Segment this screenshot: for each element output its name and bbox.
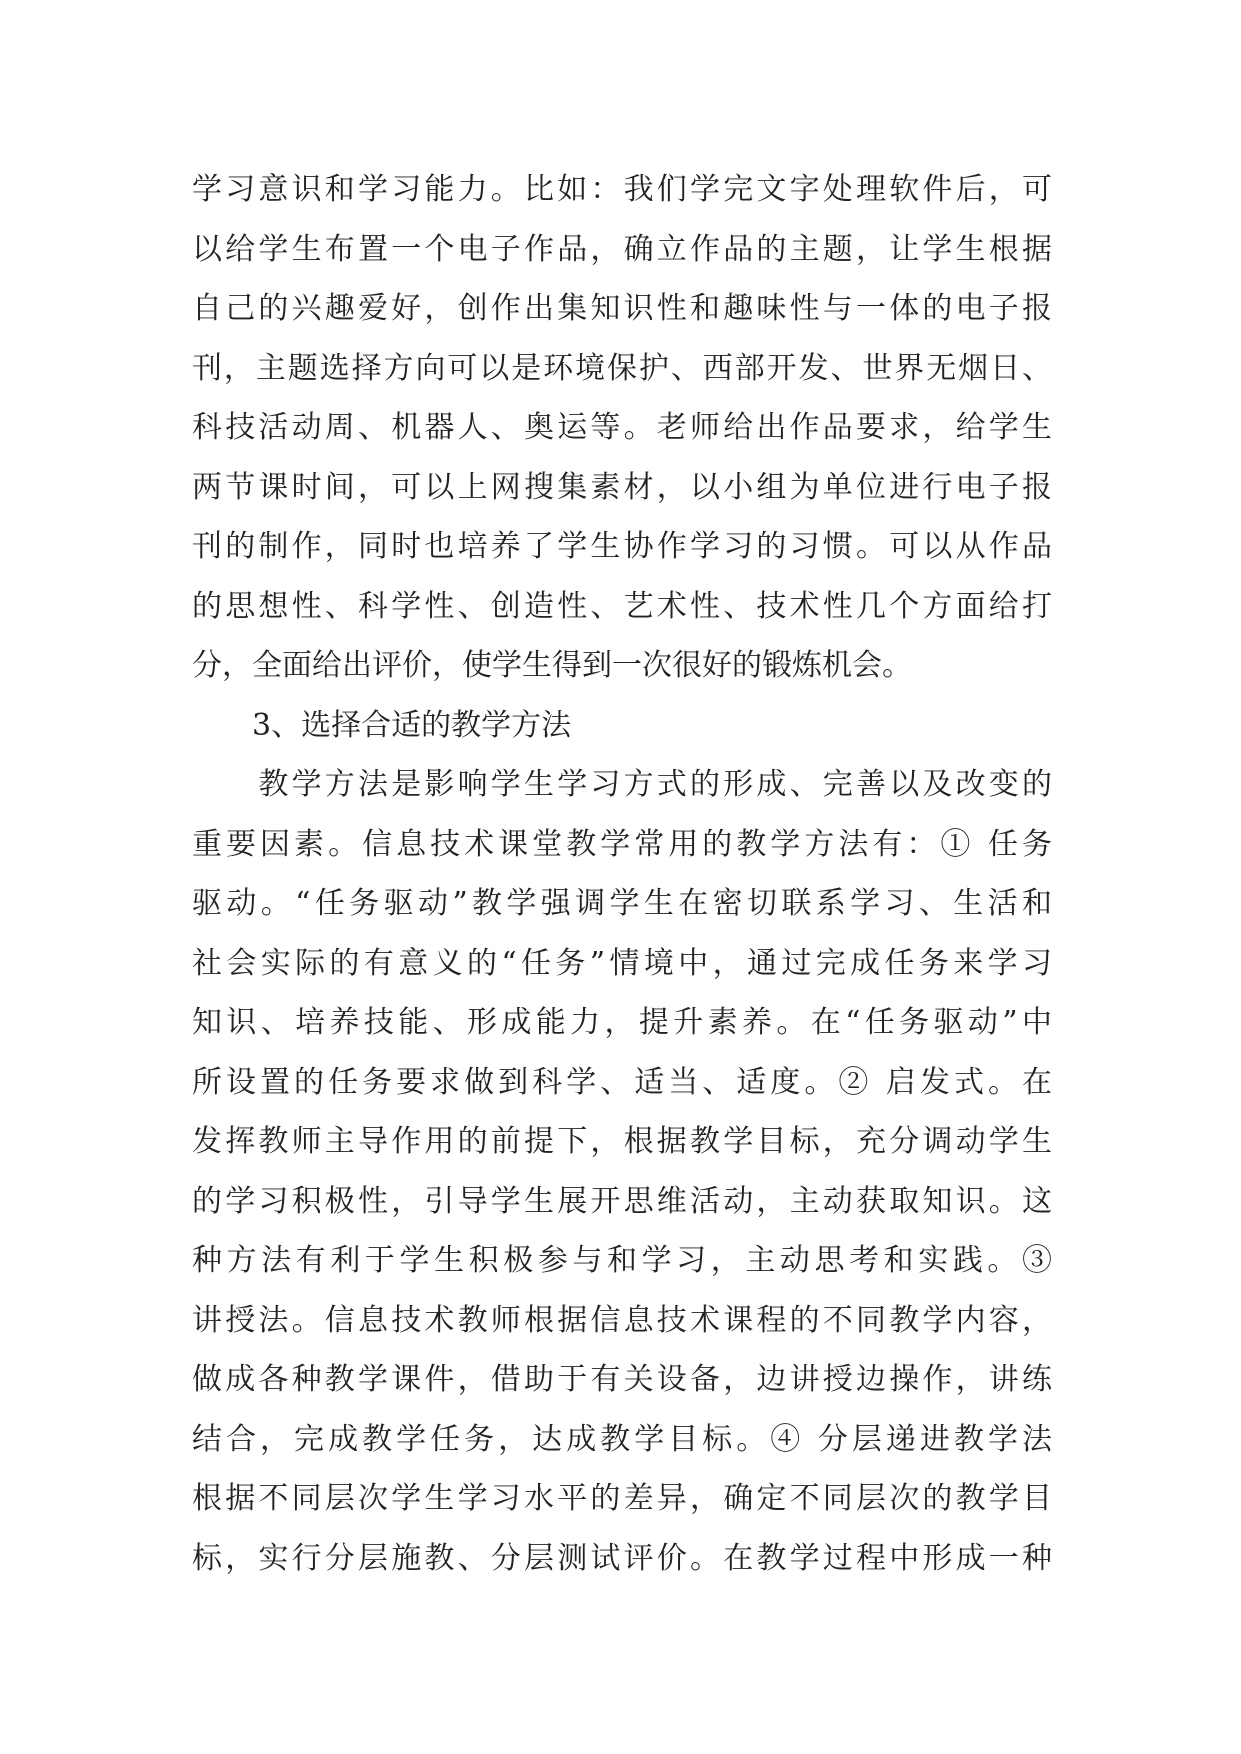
text-line: 刊，主题选择方向可以是环境保护、西部开发、世界无烟日、: [192, 350, 1052, 386]
text-line: 种方法有利于学生积极参与和学习，主动思考和实践。③: [192, 1243, 1052, 1278]
paragraph-end-line: 分，全面给出评价，使学生得到一次很好的锻炼机会。: [192, 648, 912, 683]
text-line: 根据不同层次学生学习水平的差异，确定不同层次的教学目: [192, 1481, 1052, 1516]
text-line: 科技活动周、机器人、奥运等。老师给出作品要求，给学生: [192, 410, 1052, 445]
text-line: 发挥教师主导作用的前提下，根据教学目标，充分调动学生: [192, 1124, 1052, 1159]
text-line: 以给学生布置一个电子作品，确立作品的主题，让学生根据: [192, 231, 1052, 267]
section-heading: 3、选择合适的教学方法: [192, 707, 572, 743]
text-line: 知识、培养技能、形成能力，提升素养。在“任务驱动”中: [192, 1005, 1052, 1040]
text-line: 所设置的任务要求做到科学、适当、适度。② 启发式。在: [192, 1064, 1052, 1100]
text-line: 驱动。“任务驱动”教学强调学生在密切联系学习、生活和: [192, 886, 1052, 921]
text-line: 的思想性、科学性、创造性、艺术性、技术性几个方面给打: [192, 588, 1052, 624]
text-line: 社会实际的有意义的“任务”情境中，通过完成任务来学习: [192, 945, 1052, 981]
text-line: 做成各种教学课件，借助于有关设备，边讲授边操作，讲练: [192, 1362, 1052, 1397]
text-line: 学习意识和学习能力。比如：我们学完文字处理软件后，可: [192, 172, 1052, 207]
body-text: [192, 160, 1052, 1588]
paragraph-first-line: 教学方法是影响学生学习方式的形成、完善以及改变的: [192, 767, 1052, 802]
text-line: 两节课时间，可以上网搜集素材，以小组为单位进行电子报: [192, 469, 1052, 505]
text-line: 刊的制作，同时也培养了学生协作学习的习惯。可以从作品: [192, 529, 1052, 564]
text-line: 的学习积极性，引导学生展开思维活动，主动获取知识。这: [192, 1183, 1052, 1219]
text-line: 自己的兴趣爱好，创作出集知识性和趣味性与一体的电子报: [192, 291, 1052, 326]
text-line: 重要因素。信息技术课堂教学常用的教学方法有：① 任务: [192, 826, 1052, 862]
text-line: 结合，完成教学任务，达成教学目标。④ 分层递进教学法: [192, 1421, 1052, 1457]
text-line: 讲授法。信息技术教师根据信息技术课程的不同教学内容，: [192, 1302, 1052, 1338]
text-line: 标，实行分层施教、分层测试评价。在教学过程中形成一种: [192, 1540, 1052, 1576]
